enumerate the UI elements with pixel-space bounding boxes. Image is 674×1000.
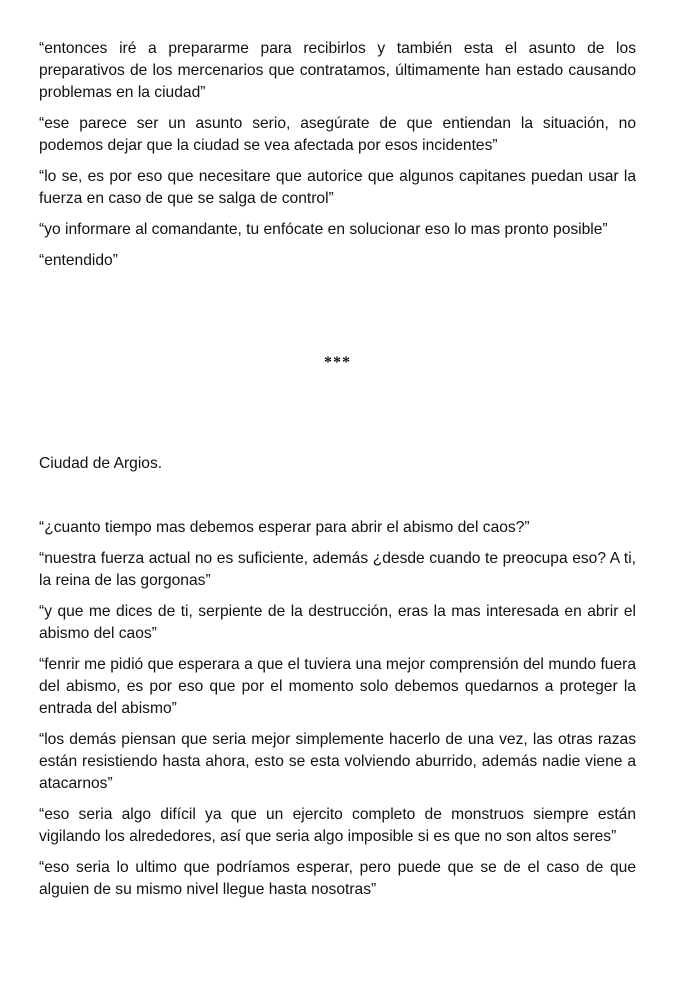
paragraph: “¿cuanto tiempo mas debemos esperar para abrir el abismo del caos?”	[39, 519, 530, 536]
paragraph: “los demás piensan que seria mejor simplemente hacerlo de una vez, las otras razas están resistiendo hasta ahora, esto se esta volviendo aburrido, además nadie viene a atacarnos”	[39, 731, 636, 792]
location-heading: Ciudad de Argios.	[39, 455, 163, 472]
paragraph: “nuestra fuerza actual no es suficiente, además ¿desde cuando te preocupa eso? A ti, la reina de las gorgonas”	[39, 550, 636, 589]
dialogue-section-2	[39, 517, 636, 910]
scene-break: ***	[324, 354, 351, 371]
paragraph: “fenrir me pidió que esperara a que el tuviera una mejor comprensión del mundo fuera del abismo, es por eso que por el momento solo debemos quedarnos a proteger la entrada del abismo”	[39, 656, 636, 717]
paragraph: “y que me dices de ti, serpiente de la destrucción, eras la mas interesada en abrir el abismo del caos”	[39, 603, 636, 642]
paragraph: “eso seria algo difícil ya que un ejercito completo de monstruos siempre están vigilando los alrededores, así que seria algo imposible si es que no son altos seres”	[39, 806, 636, 845]
dialogue-section-1	[39, 38, 636, 281]
paragraph: “ese parece ser un asunto serio, asegúrate de que entiendan la situación, no podemos dejar que la ciudad se vea afectada por esos incidentes”	[39, 115, 636, 154]
paragraph: “lo se, es por eso que necesitare que autorice que algunos capitanes puedan usar la fuerza en caso de que se salga de control”	[39, 168, 636, 207]
paragraph: “yo informare al comandante, tu enfócate en solucionar eso lo mas pronto posible”	[39, 221, 608, 238]
paragraph: “entendido”	[39, 252, 118, 269]
paragraph: “eso seria lo ultimo que podríamos esperar, pero puede que se de el caso de que alguien de su mismo nivel llegue hasta nosotras”	[39, 859, 636, 898]
paragraph: “entonces iré a prepararme para recibirlos y también esta el asunto de los preparativos de los mercenarios que contratamos, últimamente han estado causando problemas en la ciudad”	[39, 40, 636, 101]
